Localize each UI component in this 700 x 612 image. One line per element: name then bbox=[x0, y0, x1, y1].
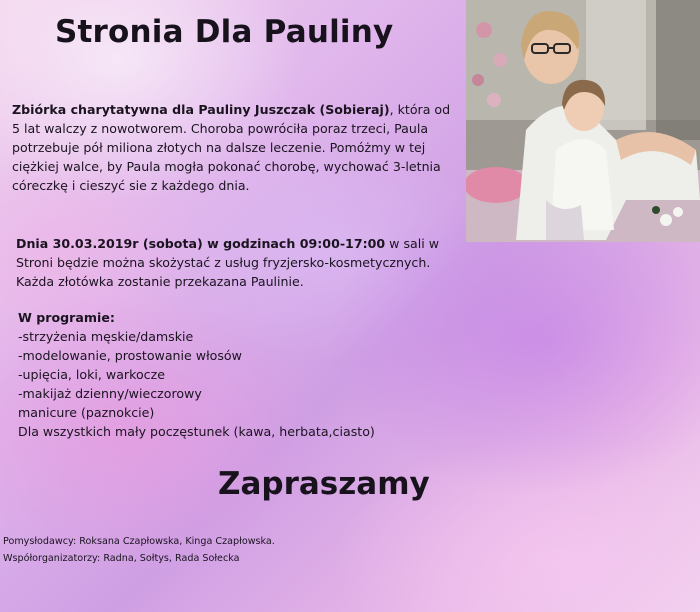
intro-paragraph bbox=[12, 100, 462, 195]
intro-text: , która od 5 lat walczy z nowotworem. Choroba powróciła poraz trzeci, Paula potrzebuje pół miliona złotych na dalsze leczenie. Pomóżmy w tej ciężkiej walce, by Paula mogła pokonać chorobę, wychować 3-letnia córeczkę i cieszyć sie z każdego dnia. bbox=[12, 102, 451, 193]
program-item: -modelowanie, prostowanie włosów bbox=[18, 348, 242, 363]
event-date-bold: Dnia 30.03.2019r (sobota) w godzinach 09:00-17:00 bbox=[16, 236, 386, 251]
poster-title: Stronia Dla Pauliny bbox=[55, 14, 394, 50]
credits-founders: Pomysłodawcy: Roksana Czapłowska, Kinga Czapłowska. bbox=[3, 536, 275, 547]
invite-heading: Zapraszamy bbox=[218, 466, 430, 502]
program-item: manicure (paznokcie) bbox=[18, 405, 155, 420]
photo-mother-and-daughter bbox=[466, 0, 700, 242]
credits bbox=[3, 533, 275, 567]
intro-bold: Zbiórka charytatywna dla Pauliny Juszczak (Sobieraj) bbox=[12, 102, 390, 117]
program-title: W programie: bbox=[18, 310, 115, 325]
program-item: -strzyżenia męskie/damskie bbox=[18, 329, 194, 344]
program-section bbox=[18, 308, 458, 441]
program-item: -makijaż dzienny/wieczorowy bbox=[18, 386, 202, 401]
program-item: -upięcia, loki, warkocze bbox=[18, 367, 165, 382]
event-paragraph bbox=[16, 234, 456, 291]
event-text: w sali w Stroni będzie można skożystać z usług fryzjersko-kosmetycznych. Każda złotówka zostanie przekazana Paulinie. bbox=[16, 236, 440, 289]
credits-coorganizers: Współorganizatorzy: Radna, Sołtys, Rada Sołecka bbox=[3, 553, 240, 564]
program-item: Dla wszystkich mały poczęstunek (kawa, herbata,ciasto) bbox=[18, 424, 375, 439]
